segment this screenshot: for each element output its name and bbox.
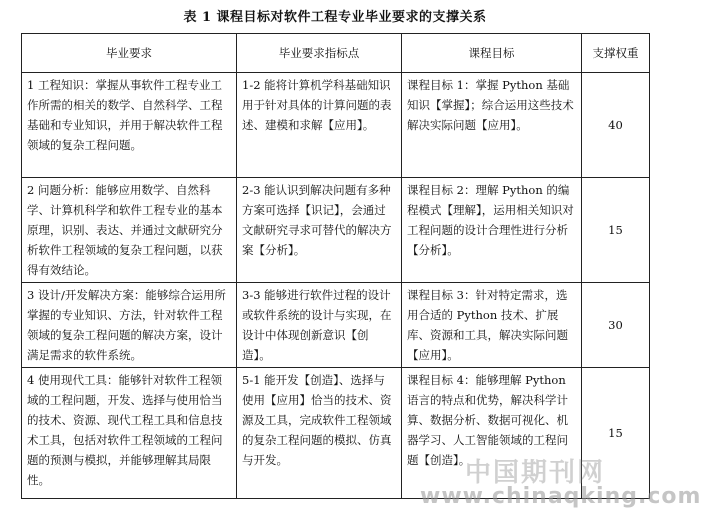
cell-weight: 15 [582,178,650,283]
cell-indicator: 1-2 能将计算机学科基础知识用于针对具体的计算问题的表述、建模和求解【应用】。 [237,73,402,178]
cell-requirement: 1 工程知识：掌握从事软件工程专业工作所需的相关的数学、自然科学、工程基础和专业知识，并用于解决软件工程领域的复杂工程问题。 [22,73,237,178]
cell-indicator: 3-3 能够进行软件过程的设计或软件系统的设计与实现，在设计中体现创新意识【创造】。 [237,283,402,368]
cell-weight: 30 [582,283,650,368]
table-row [22,283,650,368]
requirements-table [21,33,650,499]
cell-weight: 40 [582,73,650,178]
watermark-chinese: 中国期刊网 [465,458,606,488]
header-indicator: 毕业要求指标点 [237,34,402,73]
cell-weight: 15 [582,368,650,499]
table-row [22,178,650,283]
header-course-objective: 课程目标 [402,34,582,73]
cell-indicator: 5-1 能开发【创造】、选择与使用【应用】恰当的技术、资源及工具，完成软件工程领域的复杂工程问题的模拟、仿真与开发。 [237,368,402,499]
cell-requirement: 2 问题分析：能够应用数学、自然科学、计算机科学和软件工程专业的基本原理，识别、表达、并通过文献研究分析软件工程领域的复杂工程问题，以获得有效结论。 [22,178,237,283]
cell-indicator: 2-3 能认识到解决问题有多种方案可选择【识记】，会通过文献研究寻求可替代的解决方案【分析】。 [237,178,402,283]
cell-requirement: 3 设计/开发解决方案：能够综合运用所掌握的专业知识、方法，针对软件工程领域的复杂工程问题的解决方案，设计满足需求的软件系统。 [22,283,237,368]
table-header-row [22,34,650,73]
cell-objective: 课程目标 2：理解 Python 的编程模式【理解】，运用相关知识对工程问题的设计合理性进行分析【分析】。 [402,178,582,283]
table-caption: 表 1 课程目标对软件工程专业毕业要求的支撑关系 [183,10,487,25]
table-row [22,73,650,178]
cell-objective: 课程目标 3：针对特定需求，选用合适的 Python 技术、扩展库、资源和工具，解决实际问题【应用】。 [402,283,582,368]
cell-objective: 课程目标 1：掌握 Python 基础知识【掌握】；综合运用这些技术解决实际问题【应用】。 [402,73,582,178]
cell-objective: 课程目标 4：能够理解 Python 语言的特点和优势，解决科学计算、数据分析、数据可视化、机器学习、人工智能领域的工程问题【创造】。 [402,368,582,499]
header-graduation-requirement: 毕业要求 [22,34,237,73]
header-support-weight: 支撑权重 [582,34,650,73]
cell-requirement: 4 使用现代工具：能够针对软件工程领域的工程问题，开发、选择与使用恰当的技术、资源、现代工程工具和信息技术工具，包括对软件工程领域的工程问题的预测与模拟，并能够理解其局限性。 [22,368,237,499]
watermark-url: www.chinaqking.com [420,484,701,509]
